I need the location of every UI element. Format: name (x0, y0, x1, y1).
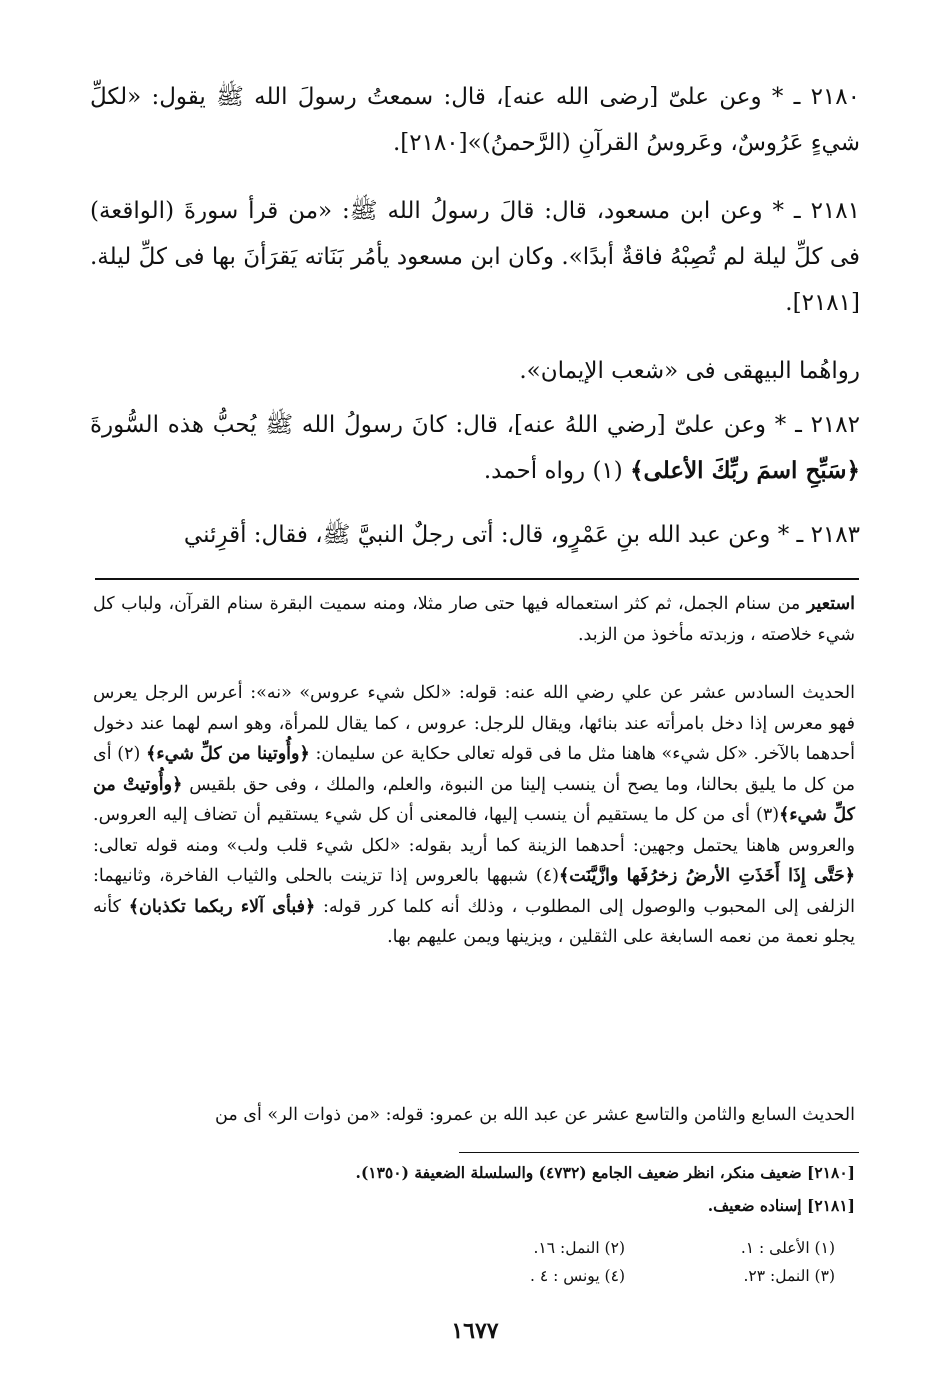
commentary-text: (٣) أى من كل ما يستقيم أن ينسب إليها، فالمعنى أن كل شيء يستقيم أن تضاف إليه العروس. والعروس هاهنا يحتمل وجهين: أحدهما الزينة كما أريد بقوله: «لكل شيء قلب ولب» ومنه قوله تعالى: (93, 805, 855, 856)
footnote-row (415, 1235, 835, 1261)
commentary-text: الحديث السادس عشر عن علي رضي الله عنه: قوله: «لكل شيء عروس» «نه»: أعرس الرجل يعرس فهو معرس إذا دخل بامرأته عند بنائها، ويقال للرجل: عروس ، كما يقال للمرأة، وهو اسم لهما عند دخول أحدهما بالآخر. «كل شيء» هاهنا مثل ما فى قوله تعالى حكاية عن سليمان: (93, 683, 856, 764)
commentary-para-1 (93, 589, 855, 650)
footnote-2180: [٢١٨٠] ضعيف منكر، انظر ضعيف الجامع (٤٧٣٢) والسلسلة الضعيفة (١٣٥٠). (355, 1163, 855, 1182)
commentary-text: (٤) شبهها بالعروس إذا تزينت بالحلى والثياب الفاخرة، وثانيهما: الزلفى إلى المحبوب والوصول إلى المطلوب ، وذلك أنه كلما كرر قوله: (93, 866, 855, 917)
hadith-2182-text: ٢١٨٢ ـ * وعن علىّ [رضي اللهُ عنه]، قال: كانَ رسولُ الله ﷺ يُحبُّ هذه السُّورةَ (90, 412, 860, 438)
page-number: ١٦٧٧ (451, 1318, 499, 1344)
quran-verse: ﴿سَبِّحِ اسمَ ربِّكَ الأعلى﴾ (630, 457, 860, 484)
footnote-divider (459, 1152, 859, 1153)
quran-verse: ﴿وأُوتيتْ من كلِّ شيء﴾ (93, 774, 855, 825)
commentary-text: (٢) أى من كل ما يليق بحالنا، وما يصح أن ينسب إلينا من النبوة، والعلم، والملك ، وفى حق بلقيس (93, 744, 855, 795)
commentary-text: كأنه يجلو نعمة من نعمه السابغة على الثقلين ، ويزينها ويمن عليهم بها. (93, 896, 855, 947)
hadith-2182 (90, 402, 860, 494)
riwaya-line: رواهُما البيهقى فى «شعب الإيمان». (519, 358, 860, 384)
footnote-4: (٤) يونس : ٤ . (529, 1267, 625, 1285)
quran-verse: ﴿فبأى آلاء ربكما تكذبان﴾ (128, 896, 316, 917)
hadith-2182-ref: (١) رواه أحمد. (483, 458, 631, 484)
commentary-para-2 (93, 678, 855, 953)
quran-verse: ﴿حَتَّى إِذَا أَخَذَتِ الأرضُ زخرُفَها وازَّيَّنَت﴾ (558, 866, 855, 886)
quran-verse: ﴿وأُوتينا من كلِّ شيء﴾ (146, 744, 310, 764)
commentary-para-3: الحديث السابع والثامن والتاسع عشر عن عبد الله بن عمرو: قوله: «من ذوات الر» أى من (215, 1105, 855, 1125)
hadith-2183: ٢١٨٣ ـ * وعن عبد الله بنِ عَمْرٍو، قال: أتى رجلٌ النبيَّ ﷺ، فقال: أقرِئني (183, 522, 860, 548)
footnote-3: (٣) النمل: ٢٣. (743, 1267, 835, 1285)
main-divider (95, 578, 859, 580)
commentary-text: من سنام الجمل، ثم كثر استعماله فيها حتى صار مثلا، ومنه سميت البقرة سنام القرآن، ولباب كل شيء خلاصته ، وزبدته مأخوذ من الزبد. (93, 594, 855, 645)
hadith-2181: ٢١٨١ ـ * وعن ابن مسعود، قال: قالَ رسولُ الله ﷺ: «من قرأ سورةَ (الواقعة) فى كلِّ ليلة لم تُصِبْهُ فاقةٌ أبدًا». وكان ابن مسعود يأمُر بَنَاته يَقرَأنَ بها فى كلِّ ليلة.[٢١٨١]. (90, 198, 860, 316)
footnote-2: (٢) النمل: ١٦. (533, 1239, 625, 1257)
footnote-2181: [٢١٨١] إسناده ضعيف. (707, 1196, 855, 1215)
commentary-lead-word: استعير (806, 594, 855, 614)
footnote-1: (١) الأعلى : ١. (740, 1239, 835, 1257)
footnote-row (415, 1263, 835, 1289)
hadith-2180: ٢١٨٠ ـ * وعن علىّ [رضى الله عنه]، قال: سمعتُ رسولَ الله ﷺ يقول: «لكلِّ شيءٍ عَرُوسٌ، وعَروسُ القرآنِ (الرَّحمنُ)»[٢١٨٠]. (90, 84, 860, 156)
